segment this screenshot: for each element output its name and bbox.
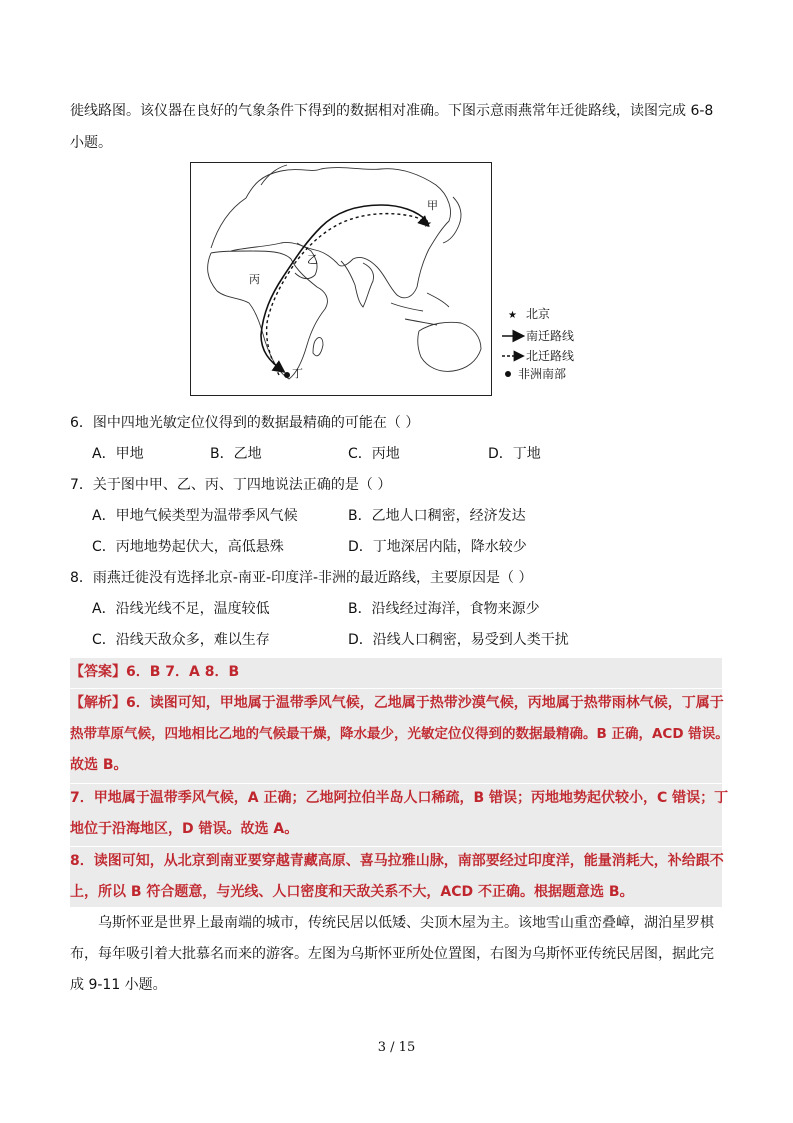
- passage-line-3: 成 9-11 小题。: [70, 977, 167, 993]
- label-yi: 乙: [307, 253, 318, 266]
- south-africa-dot: [284, 372, 290, 378]
- q7-option-a: A．甲地气候类型为温带季风气候: [92, 508, 298, 524]
- map-legend-panel: [500, 302, 620, 392]
- map-drawing: [191, 163, 491, 395]
- swift-migration-map: [190, 162, 492, 396]
- page-number: 3 / 15: [377, 1040, 416, 1055]
- q6-option-d: D．丁地: [488, 446, 541, 462]
- q7-option-b: B．乙地人口稠密，经济发达: [348, 508, 526, 524]
- answer-text: 6．B 7．A 8．B: [126, 664, 240, 680]
- analysis-line-1: [70, 693, 724, 713]
- q7-option-d: D．丁地深居内陆，降水较少: [348, 539, 527, 555]
- label-bing: 丙: [249, 273, 260, 286]
- analysis-line-4: 7．甲地属于温带季风气候，A 正确；乙地阿拉伯半岛人口稀疏，B 错误；丙地地势起伏较小，C 错误；丁: [70, 790, 729, 806]
- legend-north-route-label: 北迁路线: [526, 349, 575, 363]
- analysis-line-3: 故选 B。: [70, 757, 128, 773]
- label-jia: 甲: [427, 199, 438, 212]
- passage-line-1: 乌斯怀亚是世界上最南端的城市，传统民居以低矮、尖顶木屋为主。该地雪山重峦叠嶂，湖泊星罗棋: [98, 915, 714, 931]
- intro-line-1: 徙线路图。该仪器在良好的气象条件下得到的数据相对准确。下图示意雨燕常年迁徙路线，读图完成 6-8: [70, 103, 714, 119]
- passage-line-2: 布，每年吸引着大批慕名而来的游客。左图为乌斯怀亚所处位置图，右图为乌斯怀亚传统民居图，据此完: [70, 946, 714, 962]
- q7-stem: 7．关于图中甲、乙、丙、丁四地说法正确的是（ ）: [70, 477, 392, 493]
- answer-line: [70, 662, 239, 682]
- analysis-line-5: 地位于沿海地区，D 错误。故选 A。: [70, 821, 299, 837]
- q6-stem: 6．图中四地光敏定位仪得到的数据最精确的可能在（ ）: [70, 415, 420, 431]
- q8-option-c: C．沿线天敌众多，难以生存: [92, 632, 270, 648]
- q7-option-c: C．丙地地势起伏大，高低悬殊: [92, 539, 284, 555]
- legend-south-route-label: 南迁路线: [526, 329, 575, 343]
- intro-line-2: 小题。: [70, 135, 112, 151]
- q6-option-a: A．甲地: [92, 446, 144, 462]
- analysis-label: 【解析】: [70, 695, 126, 711]
- analysis-text-1: 6．读图可知，甲地属于温带季风气候，乙地属于热带沙漠气候，丙地属于热带雨林气候，丁属于: [126, 695, 724, 711]
- analysis-line-6: 8．读图可知，从北京到南亚要穿越青藏高原、喜马拉雅山脉，南部要经过印度洋，能量消耗大，补给跟不: [70, 853, 724, 869]
- south-route-line: [261, 205, 427, 371]
- legend-south-africa-label: 非洲南部: [518, 367, 567, 381]
- beijing-star-icon: ★: [423, 219, 432, 230]
- q8-option-d: D．沿线人口稠密，易受到人类干扰: [348, 632, 569, 648]
- q8-option-a: A．沿线光线不足，温度较低: [92, 601, 270, 617]
- legend-dot-icon: [505, 371, 511, 377]
- analysis-line-7: 上，所以 B 符合题意，与光线、人口密度和天敌关系不大，ACD 不正确。根据题意选 B。: [70, 884, 634, 900]
- answer-label: 【答案】: [70, 664, 126, 680]
- q6-option-c: C．丙地: [348, 446, 400, 462]
- analysis-line-2: 热带草原气候，四地相比乙地的气候最干燥，降水最少，光敏定位仪得到的数据最精确。B 正确，ACD 错误。: [70, 726, 729, 742]
- label-ding: 丁: [292, 367, 303, 380]
- q8-option-b: B．沿线经过海洋，食物来源少: [348, 601, 540, 617]
- q6-option-b: B．乙地: [210, 446, 262, 462]
- coastline-outlines: [208, 165, 481, 379]
- north-route-line: [267, 214, 427, 375]
- q8-stem: 8．雨燕迁徙没有选择北京-南亚-印度洋-非洲的最近路线，主要原因是（ ）: [70, 570, 533, 586]
- legend-beijing-star-icon: ★: [508, 310, 517, 321]
- legend-beijing-label: 北京: [526, 307, 551, 321]
